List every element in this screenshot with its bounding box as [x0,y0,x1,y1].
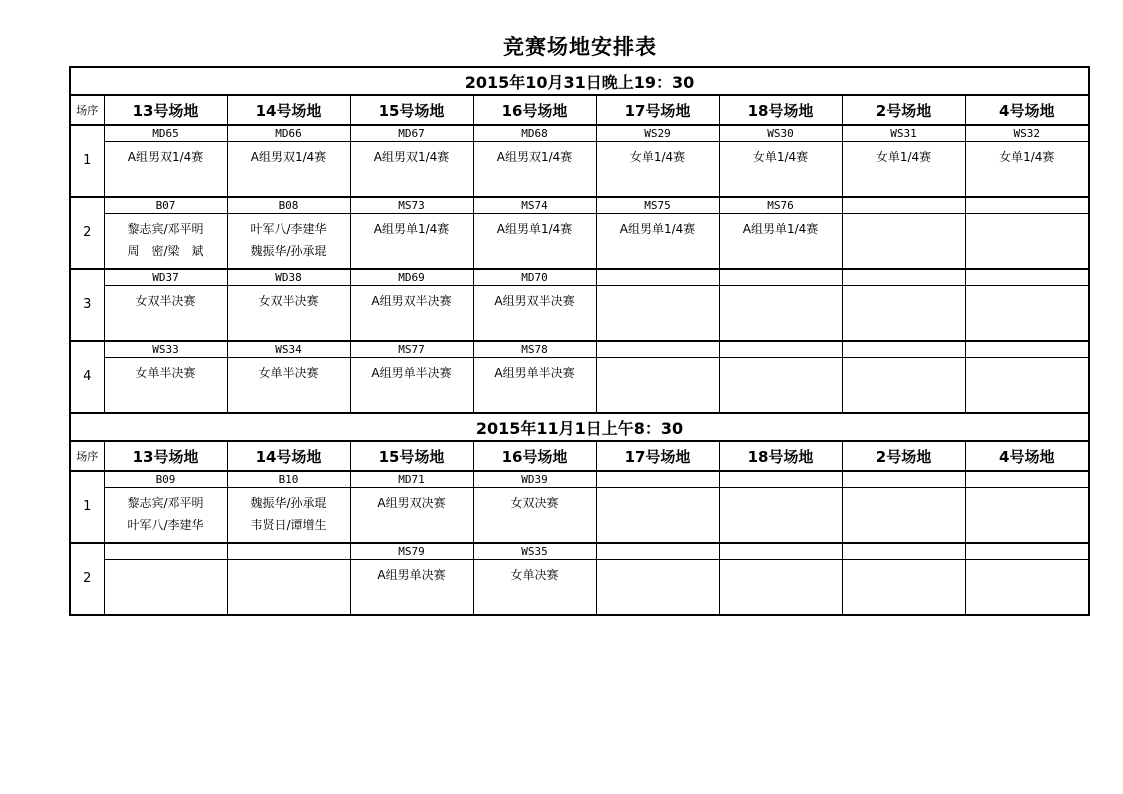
match-code: B09 [104,471,227,488]
venue-header: 15号场地 [350,441,473,471]
match-detail-line1: 女单半决赛 [135,366,196,380]
match-code [842,269,965,286]
match-detail-cell [719,358,842,414]
match-detail-row [70,214,1089,270]
match-code: WS32 [965,125,1089,142]
match-detail-cell [965,142,1089,198]
seq-header: 场序 [70,95,104,125]
match-code: MD70 [473,269,596,286]
match-detail-cell [719,286,842,342]
match-code: MD71 [350,471,473,488]
match-detail-cell [473,488,596,544]
match-detail-line1: 女单半决赛 [258,366,319,380]
match-detail-cell [104,560,227,616]
match-code-row [70,341,1089,358]
match-code: MD69 [350,269,473,286]
match-detail-cell [473,214,596,270]
match-code [965,471,1089,488]
match-detail-cell [104,488,227,544]
match-detail-cell [965,560,1089,616]
match-code [719,269,842,286]
round-number: 4 [70,341,104,413]
match-code [965,269,1089,286]
match-detail-cell [227,560,350,616]
match-code [842,543,965,560]
match-detail-cell [350,488,473,544]
match-detail-row [70,142,1089,198]
match-detail-cell [719,560,842,616]
match-detail-row [70,560,1089,616]
match-code [104,543,227,560]
match-detail-cell [719,142,842,198]
match-code [596,269,719,286]
match-detail-line1: A组男单1/4赛 [742,222,819,236]
match-code: WD38 [227,269,350,286]
match-detail-line1: 女单1/4赛 [629,150,686,164]
match-detail-line1: 女单1/4赛 [875,150,932,164]
match-detail-cell [596,560,719,616]
match-detail-line1: A组男双1/4赛 [373,150,450,164]
match-detail-cell [965,286,1089,342]
match-detail-line1: A组男双半决赛 [494,294,575,308]
match-detail-cell [350,560,473,616]
round-number: 1 [70,125,104,197]
match-detail-line2: 叶军八/李建华 [127,518,204,532]
match-code: MD67 [350,125,473,142]
match-code [842,197,965,214]
match-code: WS34 [227,341,350,358]
venue-header: 2号场地 [842,441,965,471]
match-detail-cell [350,286,473,342]
match-detail-line1: 魏振华/孙承琨 [250,496,327,510]
match-detail-line2: 魏振华/孙承琨 [250,244,327,258]
venue-header-row [70,95,1089,125]
match-detail-line1: A组男单半决赛 [494,366,575,380]
match-code: WS30 [719,125,842,142]
match-detail-cell [227,358,350,414]
match-detail-cell [104,142,227,198]
round-number: 1 [70,471,104,543]
match-detail-cell [842,214,965,270]
match-detail-line1: 黎志宾/邓平明 [127,496,204,510]
match-detail-row [70,488,1089,544]
match-detail-line1: A组男双1/4赛 [127,150,204,164]
match-detail-line1: 叶军八/李建华 [250,222,327,236]
match-detail-cell [965,358,1089,414]
match-code: MD66 [227,125,350,142]
match-code: MS79 [350,543,473,560]
match-detail-line1: A组男双半决赛 [371,294,452,308]
venue-header: 14号场地 [227,441,350,471]
match-detail-cell [104,286,227,342]
match-code-row [70,471,1089,488]
match-detail-cell [842,358,965,414]
match-detail-cell [842,488,965,544]
match-code: WS29 [596,125,719,142]
match-detail-line1: A组男双1/4赛 [250,150,327,164]
match-detail-line1: 女单决赛 [510,568,559,582]
match-code [719,471,842,488]
match-code [965,543,1089,560]
match-code [227,543,350,560]
venue-header: 13号场地 [104,441,227,471]
match-detail-cell [719,214,842,270]
venue-header: 4号场地 [965,441,1089,471]
round-number: 3 [70,269,104,341]
match-detail-line2: 韦贤日/谭增生 [250,518,327,532]
schedule-body [70,67,1089,615]
match-code: B10 [227,471,350,488]
match-detail-cell [227,142,350,198]
match-code: MS73 [350,197,473,214]
match-detail-row [70,286,1089,342]
match-detail-cell [596,286,719,342]
venue-header: 15号场地 [350,95,473,125]
match-code [842,341,965,358]
match-code: WS31 [842,125,965,142]
venue-header: 16号场地 [473,441,596,471]
match-detail-cell [596,142,719,198]
round-number: 2 [70,543,104,615]
match-detail-line1: 女双半决赛 [258,294,319,308]
match-code: MD68 [473,125,596,142]
match-code [596,341,719,358]
match-detail-line1: A组男双决赛 [377,496,446,510]
venue-header: 16号场地 [473,95,596,125]
match-code-row [70,543,1089,560]
venue-header: 17号场地 [596,95,719,125]
match-detail-cell [596,358,719,414]
match-detail-line1: 女单1/4赛 [999,150,1055,164]
match-detail-cell [965,214,1089,270]
schedule-table [69,66,1090,616]
match-detail-cell [596,214,719,270]
round-number: 2 [70,197,104,269]
match-detail-cell [473,358,596,414]
match-code: MS75 [596,197,719,214]
match-code: WD39 [473,471,596,488]
match-detail-cell [104,214,227,270]
session-heading-row [70,413,1089,441]
match-code-row [70,269,1089,286]
page-title: 竞赛场地安排表 [503,35,657,59]
match-detail-line2: 周 密/梁 斌 [127,244,204,258]
match-code [596,543,719,560]
match-code [965,197,1089,214]
match-code: MD65 [104,125,227,142]
match-detail-line1: A组男单1/4赛 [496,222,573,236]
match-detail-cell [473,142,596,198]
match-detail-cell [842,560,965,616]
match-detail-line1: 女双半决赛 [135,294,196,308]
match-detail-line1: A组男单1/4赛 [373,222,450,236]
match-detail-line1: A组男单决赛 [377,568,446,582]
match-code: MS76 [719,197,842,214]
match-detail-line1: A组男单1/4赛 [619,222,696,236]
match-detail-cell [965,488,1089,544]
session-heading-row [70,67,1089,95]
match-code [842,471,965,488]
match-code: WD37 [104,269,227,286]
match-detail-cell [719,488,842,544]
venue-header: 13号场地 [104,95,227,125]
match-detail-line1: A组男双1/4赛 [496,150,573,164]
match-detail-cell [842,142,965,198]
match-detail-cell [104,358,227,414]
venue-header: 17号场地 [596,441,719,471]
seq-header: 场序 [70,441,104,471]
match-code-row [70,125,1089,142]
match-code: MS78 [473,341,596,358]
match-detail-line1: 女双决赛 [510,496,559,510]
match-code: WS35 [473,543,596,560]
match-detail-cell [227,488,350,544]
match-code: WS33 [104,341,227,358]
match-detail-line1: A组男单半决赛 [371,366,452,380]
venue-header-row [70,441,1089,471]
match-code-row [70,197,1089,214]
match-code: MS74 [473,197,596,214]
match-detail-line1: 女单1/4赛 [752,150,809,164]
session-heading: 2015年11月1日上午8：30 [70,413,1089,441]
match-detail-row [70,358,1089,414]
match-detail-cell [473,286,596,342]
match-code: B07 [104,197,227,214]
match-detail-cell [350,142,473,198]
match-code [596,471,719,488]
venue-header: 18号场地 [719,441,842,471]
match-code [719,341,842,358]
match-detail-cell [596,488,719,544]
match-detail-cell [842,286,965,342]
match-detail-cell [350,214,473,270]
match-code: B08 [227,197,350,214]
venue-header: 2号场地 [842,95,965,125]
match-detail-cell [350,358,473,414]
venue-header: 14号场地 [227,95,350,125]
match-code: MS77 [350,341,473,358]
session-heading: 2015年10月31日晚上19：30 [70,67,1089,95]
match-detail-cell [473,560,596,616]
match-detail-cell [227,214,350,270]
match-code [965,341,1089,358]
match-detail-cell [227,286,350,342]
match-code [719,543,842,560]
match-detail-line1: 黎志宾/邓平明 [127,222,204,236]
venue-header: 4号场地 [965,95,1089,125]
venue-header: 18号场地 [719,95,842,125]
